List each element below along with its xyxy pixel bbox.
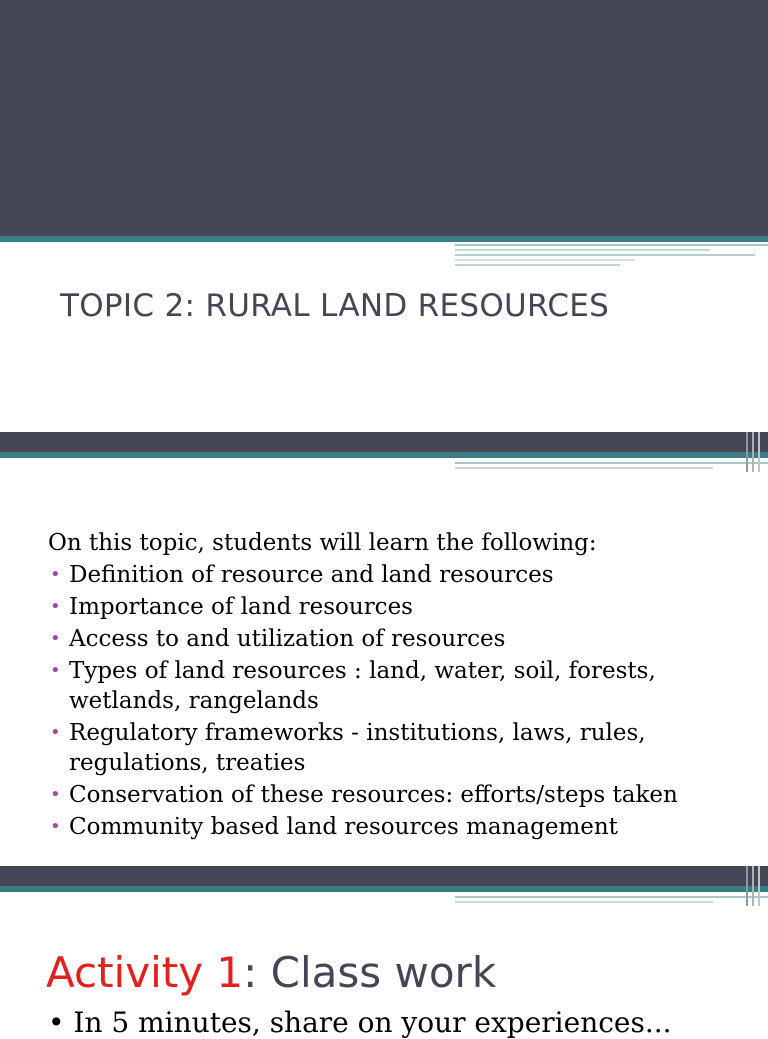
bullet-icon: • xyxy=(50,784,61,805)
outcome-list xyxy=(48,560,748,842)
top-bar-deco-stripe xyxy=(746,432,748,472)
list-item: • Definition of resource and land resources xyxy=(50,562,554,588)
list-item: • Types of land resources : land, water, soil, forests, wetlands, rangelands xyxy=(50,658,656,714)
list-item: • Regulatory frameworks - institutions, laws, rules, regulations, treaties xyxy=(50,720,646,776)
top-bar-deco-line xyxy=(455,467,713,469)
partial-bullet-text: • In 5 minutes, share on your experiences... xyxy=(48,1006,672,1039)
header-deco-line xyxy=(455,264,620,266)
top-bar-deco-line xyxy=(455,896,768,898)
top-bar-deco-stripe xyxy=(752,866,754,906)
slide-top-bar xyxy=(0,866,768,886)
slide-teal-band xyxy=(0,452,768,458)
slide-3 xyxy=(0,866,768,1024)
header-deco-line xyxy=(455,244,768,246)
bullet-icon: • xyxy=(50,660,61,681)
list-item: • Importance of land resources xyxy=(50,594,413,620)
header-teal-band xyxy=(0,236,768,242)
bullet-icon: • xyxy=(50,596,61,617)
list-item: • Conservation of these resources: efforts/steps taken xyxy=(50,782,678,808)
top-bar-deco-stripe xyxy=(758,866,760,906)
slide-top-bar xyxy=(0,432,768,452)
top-bar-deco-stripe xyxy=(752,432,754,472)
list-item: • Access to and utilization of resources xyxy=(50,626,506,652)
bullet-icon: • xyxy=(50,722,61,743)
top-bar-deco-stripe xyxy=(758,432,760,472)
activity-label: Activity 1 xyxy=(46,948,244,997)
bullet-icon: • xyxy=(50,816,61,837)
header-deco-line xyxy=(455,259,635,261)
activity-type: : Class work xyxy=(243,948,497,997)
title-header-block xyxy=(0,0,768,236)
slide-1 xyxy=(0,0,768,432)
top-bar-deco-line xyxy=(455,901,713,903)
slide-teal-band xyxy=(0,886,768,892)
header-deco-line xyxy=(455,254,755,256)
header-deco-line xyxy=(455,249,710,251)
bullet-icon: • xyxy=(50,628,61,649)
slide-title: TOPIC 2: RURAL LAND RESOURCES xyxy=(60,288,610,324)
top-bar-deco-line xyxy=(455,462,768,464)
top-bar-deco-stripe xyxy=(746,866,748,906)
intro-text: On this topic, students will learn the following: xyxy=(48,530,597,556)
learning-outcomes xyxy=(48,528,748,844)
activity-heading xyxy=(46,948,496,997)
list-item: • Community based land resources management xyxy=(50,814,618,840)
bullet-icon: • xyxy=(50,564,61,585)
